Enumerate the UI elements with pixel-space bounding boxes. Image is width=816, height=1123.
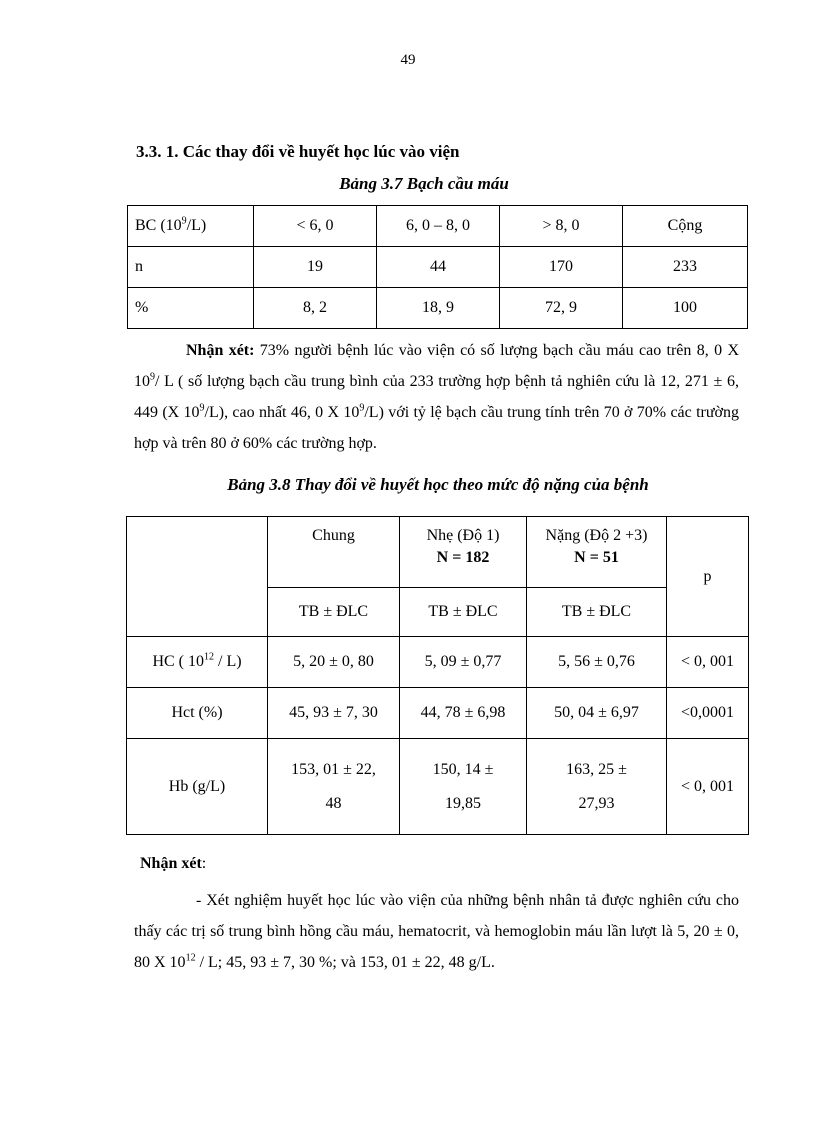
white-blood-cell-table [127, 205, 748, 329]
table-row-label: Hct (%) [127, 688, 268, 739]
table-cell: 233 [623, 247, 748, 288]
table-cell: 44, 78 ± 6,98 [400, 688, 527, 739]
table-row [128, 247, 748, 288]
table2-caption: Bảng 3.8 Thay đổi về huyết học theo mức độ nặng của bệnh [227, 475, 649, 494]
table-cell: 5, 20 ± 0, 80 [268, 637, 400, 688]
p-header: p [667, 517, 749, 637]
table-cell: 19 [254, 247, 377, 288]
table-cell: > 8, 0 [500, 206, 623, 247]
table-row [127, 739, 749, 835]
table-header-row [128, 206, 748, 247]
table-row-label: Hb (g/L) [127, 739, 268, 835]
remark-paragraph-1: Nhận xét: 73% người bệnh lúc vào viện có số lượng bạch cầu máu cao trên 8, 0 X $10^9/$ L ( số lượng bạch cầu trung bình của 233 trường hợp bệnh tả nghiên cứu là 12, 271 ± 6, 449 (X $10^9/L$), cao nhất 46, 0 X $10^9/L$) với tỷ lệ bạch cầu trung tính trên 70 ở 70% các trường hợp và trên 80 ở 60% các trường hợp. [134, 342, 739, 452]
table-header-row [127, 517, 749, 588]
table-cell: < 0, 001 [667, 637, 749, 688]
table-cell: < 6, 0 [254, 206, 377, 247]
table-cell: 5, 09 ± 0,77 [400, 637, 527, 688]
table-corner-cell [127, 517, 268, 637]
table-cell: 150, 14 ± 19,85 [400, 739, 527, 835]
table-cell: 45, 93 ± 7, 30 [268, 688, 400, 739]
table1-caption: Bảng 3.7 Bạch cầu máu [339, 174, 509, 193]
table-cell: TB ± ĐLC [400, 588, 527, 637]
table-cell: 18, 9 [377, 288, 500, 329]
table-cell: 50, 04 ± 6,97 [527, 688, 667, 739]
hematology-severity-table [126, 516, 749, 835]
remark-label-2: Nhận xét: [140, 855, 207, 872]
table-row-label: n [128, 247, 254, 288]
table-row [127, 688, 749, 739]
table-row [127, 637, 749, 688]
table-cell: 153, 01 ± 22, 48 [268, 739, 400, 835]
table-cell: 6, 0 – 8, 0 [377, 206, 500, 247]
table-cell: 44 [377, 247, 500, 288]
table-cell: 100 [623, 288, 748, 329]
remark-paragraph-2: - Xét nghiệm huyết học lúc vào viện của những bệnh nhân tả được nghiên cứu cho thấy các trị số trung bình hồng cầu máu, hematocrit, và hemoglobin máu lần lượt là 5, 20 ± 0, 80 X $10^{12}$ / L; 45, 93 ± 7, 30 %; và 153, 01 ± 22, 48 g/L. [134, 892, 739, 971]
table-cell: 8, 2 [254, 288, 377, 329]
page-number: 49 [400, 52, 416, 68]
group-header: Chung [268, 517, 400, 588]
table-cell: < 0, 001 [667, 739, 749, 835]
table-cell: TB ± ĐLC [527, 588, 667, 637]
table-row-label: % [128, 288, 254, 329]
table-cell: <0,0001 [667, 688, 749, 739]
table-cell: TB ± ĐLC [268, 588, 400, 637]
section-heading: 3.3. 1. Các thay đổi về huyết học lúc vào viện [136, 142, 460, 161]
table-row-label: BC $(10^9/L)$ [128, 206, 254, 247]
group-header: Nặng (Độ 2 +3) N = 51 [527, 517, 667, 588]
table-row-label: HC ( $10^{12} / L$) [127, 637, 268, 688]
table-cell: 163, 25 ± 27,93 [527, 739, 667, 835]
table-cell: 72, 9 [500, 288, 623, 329]
table-row [128, 288, 748, 329]
remark-label: Nhận xét: [186, 342, 255, 359]
group-header: Nhẹ (Độ 1) N = 182 [400, 517, 527, 588]
table-cell: Cộng [623, 206, 748, 247]
table-cell: 5, 56 ± 0,76 [527, 637, 667, 688]
table-cell: 170 [500, 247, 623, 288]
